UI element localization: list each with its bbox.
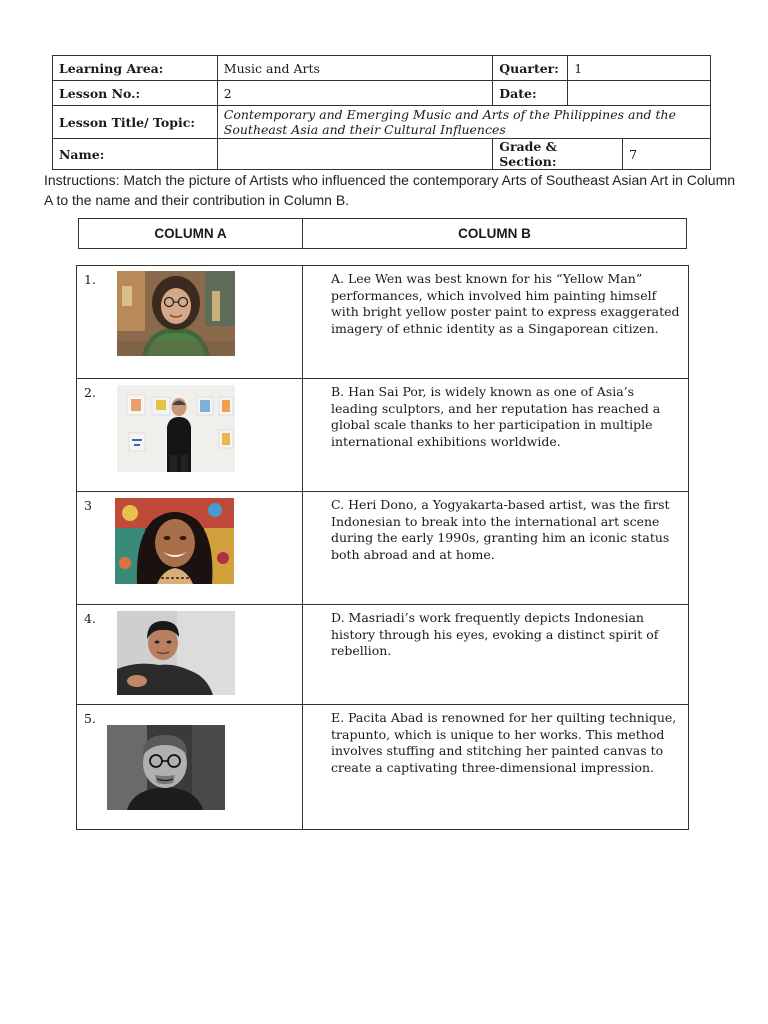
lesson-no-value: 2	[217, 81, 492, 106]
lesson-no-label: Lesson No.:	[53, 81, 218, 106]
lesson-title-value: Contemporary and Emerging Music and Arts of the Philippines and the Southeast Asia and their Cultural Influences	[217, 106, 710, 139]
item-number: 2.	[84, 385, 96, 400]
artist-portrait-colorful-background-icon	[115, 498, 234, 584]
column-a-cell	[77, 605, 303, 704]
learning-area-value: Music and Arts	[217, 56, 492, 81]
match-row	[77, 605, 688, 705]
column-a-cell	[77, 705, 303, 829]
lesson-header-table	[52, 55, 711, 170]
item-number: 4.	[84, 611, 96, 626]
column-header-box	[78, 218, 687, 249]
artist-portrait-woman-glasses-icon	[117, 271, 235, 356]
item-number: 1.	[84, 272, 96, 287]
column-a-cell	[77, 379, 303, 491]
column-a-heading: COLUMN A	[79, 219, 303, 248]
lesson-title-label: Lesson Title/ Topic:	[53, 106, 218, 139]
column-b-answer-text: B. Han Sai Por, is widely known as one of Asia’s leading sculptors, and her reputation has reached a global scale thanks to her participation in multiple international exhibitions worldwide.	[331, 384, 661, 449]
match-row	[77, 705, 688, 829]
instructions-text: Instructions: Match the picture of Artists who influenced the contemporary Arts of Southeast Asian Art in Column A to the name and their contribution in Column B.	[44, 172, 736, 208]
column-a-cell	[77, 492, 303, 604]
artist-portrait-man-grey-icon	[117, 611, 235, 695]
name-label: Name:	[53, 139, 218, 170]
column-b-heading: COLUMN B	[458, 226, 531, 241]
match-row	[77, 379, 688, 492]
matching-table	[76, 265, 689, 830]
quarter-label: Quarter:	[493, 56, 568, 81]
learning-area-label: Learning Area:	[53, 56, 218, 81]
grade-section-label: Grade & Section:	[493, 139, 623, 170]
match-row	[77, 266, 688, 379]
column-b-answer-text: D. Masriadi’s work frequently depicts Indonesian history through his eyes, evoking a distinct spirit of rebellion.	[331, 610, 659, 658]
item-number: 5.	[84, 711, 96, 726]
grade-section-value: 7	[623, 139, 711, 170]
column-b-answer-text: C. Heri Dono, a Yogyakarta-based artist, was the first Indonesian to break into the international art scene during the early 1990s, granting him an iconic status both abroad and at home.	[331, 497, 670, 562]
column-b-answer-text: E. Pacita Abad is renowned for her quilting technique, trapunto, which is unique to her works. This method involves stuffing and stitching her painted canvas to create a captivating three-dimensional impression.	[331, 710, 677, 775]
item-number: 3	[84, 498, 92, 513]
quarter-value: 1	[568, 56, 711, 81]
artist-portrait-man-glasses-bw-icon	[107, 725, 225, 810]
date-label: Date:	[493, 81, 568, 106]
match-row	[77, 492, 688, 605]
column-a-cell	[77, 266, 303, 378]
date-field[interactable]	[568, 81, 711, 106]
name-field[interactable]	[217, 139, 492, 170]
artist-portrait-gallery-wall-icon	[117, 385, 235, 472]
column-b-answer-text: A. Lee Wen was best known for his “Yellow Man” performances, which involved him painting himself with bright yellow poster paint to express exaggerated imagery of ethnic identity as a Singaporean citizen.	[331, 271, 680, 336]
